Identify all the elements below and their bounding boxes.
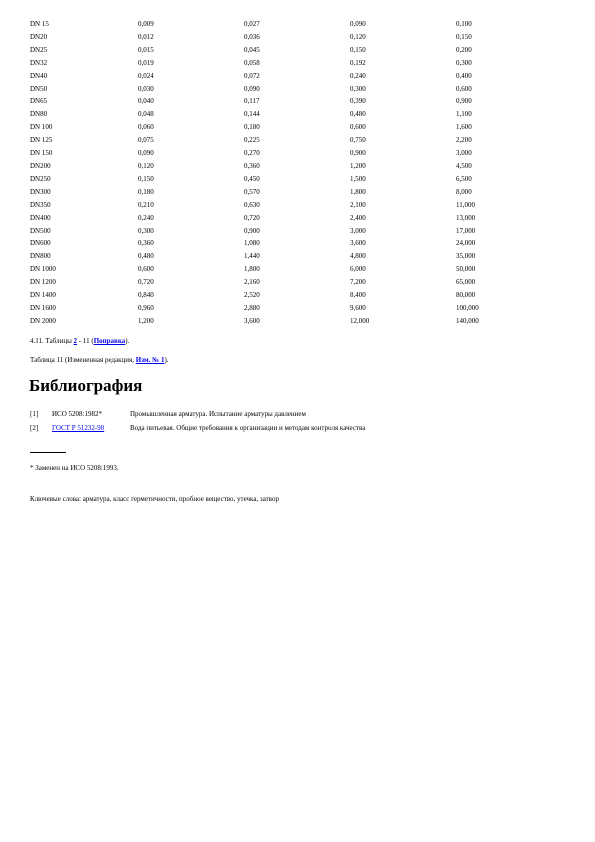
leakage-value-cell: 65,000: [456, 278, 476, 287]
leakage-value-cell: 0,600: [456, 84, 472, 93]
table-row: [30, 108, 516, 121]
table-row: [30, 289, 516, 302]
nominal-diameter-cell: DN 1200: [30, 278, 56, 287]
leakage-value-cell: 1,200: [138, 316, 154, 325]
leakage-value-cell: 1,500: [350, 174, 366, 183]
leakage-value-cell: 2,520: [244, 291, 260, 300]
leakage-value-cell: 0,090: [244, 84, 260, 93]
leakage-value-cell: 11,000: [456, 200, 475, 209]
leakage-value-cell: 0,150: [350, 45, 366, 54]
leakage-value-cell: 0,180: [244, 123, 260, 132]
correction-link[interactable]: Поправка: [93, 337, 126, 345]
leakage-value-cell: 0,072: [244, 71, 260, 80]
leakage-value-cell: 0,750: [350, 136, 366, 145]
leakage-value-cell: 0,960: [138, 303, 154, 312]
table-row: [30, 160, 516, 173]
leakage-value-cell: 0,900: [350, 149, 366, 158]
leakage-value-cell: 0,400: [456, 71, 472, 80]
leakage-value-cell: 0,027: [244, 20, 260, 28]
bibliography-title: Вода питьевая. Общие требования к организации и методам контроля качества: [130, 424, 366, 432]
leakage-value-cell: 2,400: [350, 213, 366, 222]
table-row: [30, 237, 516, 250]
table-row: [30, 121, 516, 134]
leakage-value-cell: 2,200: [456, 136, 472, 145]
bibliography-number: [2]: [30, 424, 39, 432]
leakage-value-cell: 0,040: [138, 97, 154, 106]
note-tables-correction: [30, 337, 129, 346]
bibliography-heading: Библиография: [29, 376, 143, 395]
note-prefix: Таблица 11 (Измененная редакция,: [30, 356, 136, 364]
amendment-1-link[interactable]: Изм. № 1: [135, 356, 165, 364]
leakage-value-cell: 2,100: [350, 200, 366, 209]
nominal-diameter-cell: DN32: [30, 58, 48, 67]
table-row: [30, 199, 516, 212]
leakage-value-cell: 3,000: [456, 149, 472, 158]
leakage-value-cell: 50,000: [456, 265, 476, 274]
leakage-value-cell: 0,210: [138, 200, 154, 209]
leakage-value-cell: 0,360: [244, 161, 260, 170]
leakage-value-cell: 0,390: [350, 97, 366, 106]
nominal-diameter-cell: DN 2000: [30, 316, 56, 325]
table-row: [30, 57, 516, 70]
leakage-value-cell: 0,630: [244, 200, 260, 209]
nominal-diameter-cell: DN200: [30, 161, 51, 170]
bibliography-title: Промышленная арматура. Испытание арматуры давлением: [130, 410, 306, 418]
leakage-value-cell: 17,000: [456, 226, 476, 235]
bibliography-number: [1]: [30, 410, 39, 418]
leakage-value-cell: 0,480: [138, 252, 154, 261]
nominal-diameter-cell: DN65: [30, 97, 48, 106]
leakage-value-cell: 0,450: [244, 174, 260, 183]
table-row: [30, 263, 516, 276]
table-row: [30, 95, 516, 108]
nominal-diameter-cell: DN 125: [30, 136, 53, 145]
table-row: [30, 134, 516, 147]
bibliography-document: ИСО 5208:1982*: [52, 410, 102, 418]
table-row: [30, 250, 516, 263]
leakage-value-cell: 0,600: [350, 123, 366, 132]
gost-51232-link[interactable]: ГОСТ Р 51232-98: [52, 424, 105, 432]
table-row: [30, 83, 516, 96]
leakage-value-cell: 4,500: [456, 161, 472, 170]
leakage-value-cell: 0,015: [138, 45, 154, 54]
leakage-value-cell: 8,400: [350, 291, 366, 300]
nominal-diameter-cell: DN 100: [30, 123, 53, 132]
nominal-diameter-cell: DN800: [30, 252, 51, 261]
leakage-value-cell: 0,192: [350, 58, 366, 67]
nominal-diameter-cell: DN500: [30, 226, 51, 235]
leakage-value-cell: 0,090: [350, 20, 366, 28]
leakage-value-cell: 0,012: [138, 32, 154, 41]
leakage-value-cell: 0,090: [138, 149, 154, 158]
leakage-value-cell: 0,024: [138, 71, 154, 80]
leakage-value-cell: 0,009: [138, 20, 154, 28]
leakage-value-cell: 8,000: [456, 187, 472, 196]
nominal-diameter-cell: DN20: [30, 32, 48, 41]
leakage-value-cell: 3,600: [350, 239, 366, 248]
leakage-value-cell: 0,075: [138, 136, 154, 145]
leakage-value-cell: 0,840: [138, 291, 154, 300]
leakage-value-cell: 12,000: [350, 316, 370, 325]
leakage-value-cell: 0,300: [456, 58, 472, 67]
leakage-value-cell: 0,060: [138, 123, 154, 132]
leakage-value-cell: 0,150: [456, 32, 472, 41]
leakage-value-cell: 0,480: [350, 110, 366, 119]
table-row: [30, 18, 516, 31]
note-suffix: ).: [125, 337, 130, 345]
leakage-value-cell: 4,800: [350, 252, 366, 261]
leakage-value-cell: 1,200: [350, 161, 366, 170]
leakage-value-cell: 0,045: [244, 45, 260, 54]
table-row: [30, 225, 516, 238]
table-row: [30, 44, 516, 57]
leakage-value-cell: 0,030: [138, 84, 154, 93]
nominal-diameter-cell: DN 1400: [30, 291, 56, 300]
nominal-diameter-cell: DN 1000: [30, 265, 56, 274]
note-middle: - 11 (: [77, 337, 94, 345]
leakage-value-cell: 0,300: [138, 226, 154, 235]
leakage-value-cell: 140,000: [456, 316, 479, 325]
leakage-value-cell: 0,048: [138, 110, 154, 119]
nominal-diameter-cell: DN400: [30, 213, 51, 222]
leakage-value-cell: 0,240: [138, 213, 154, 222]
nominal-diameter-cell: DN 150: [30, 149, 53, 158]
leakage-value-cell: 9,600: [350, 303, 366, 312]
leakage-value-cell: 1,440: [244, 252, 260, 261]
table-row: [30, 70, 516, 83]
leakage-value-cell: 0,720: [244, 213, 260, 222]
leakage-value-cell: 0,900: [244, 226, 260, 235]
leakage-value-cell: 0,225: [244, 136, 260, 145]
leakage-value-cell: 1,800: [244, 265, 260, 274]
table-row: [30, 173, 516, 186]
leakage-value-cell: 100,000: [456, 303, 479, 312]
leakage-value-cell: 0,900: [456, 97, 472, 106]
leakage-table-body: [30, 18, 516, 328]
bibliography-document: [52, 424, 104, 433]
nominal-diameter-cell: DN50: [30, 84, 48, 93]
table-row: [30, 31, 516, 44]
nominal-diameter-cell: DN 15: [30, 20, 49, 28]
leakage-value-cell: 13,000: [456, 213, 476, 222]
nominal-diameter-cell: DN300: [30, 187, 51, 196]
leakage-value-cell: 1,800: [350, 187, 366, 196]
leakage-value-cell: 0,100: [456, 20, 472, 28]
leakage-value-cell: 7,200: [350, 278, 366, 287]
leakage-table: [30, 18, 516, 328]
leakage-value-cell: 24,000: [456, 239, 476, 248]
leakage-value-cell: 0,300: [350, 84, 366, 93]
keywords: Ключевые слова: арматура, класс герметичности, пробное вещество, утечка, затвор: [30, 495, 279, 503]
table-2-link[interactable]: 2: [73, 337, 78, 345]
leakage-value-cell: 0,144: [244, 110, 260, 119]
leakage-value-cell: 0,019: [138, 58, 154, 67]
nominal-diameter-cell: DN250: [30, 174, 51, 183]
leakage-value-cell: 1,100: [456, 110, 472, 119]
leakage-value-cell: 35,000: [456, 252, 476, 261]
note-prefix: 4.11. Таблицы: [30, 337, 74, 345]
leakage-value-cell: 0,120: [138, 161, 154, 170]
table-row: [30, 186, 516, 199]
leakage-value-cell: 0,240: [350, 71, 366, 80]
nominal-diameter-cell: DN 1600: [30, 303, 56, 312]
footnote-divider: [30, 452, 66, 453]
table-row: [30, 276, 516, 289]
leakage-value-cell: 0,270: [244, 149, 260, 158]
leakage-value-cell: 0,150: [138, 174, 154, 183]
leakage-value-cell: 0,200: [456, 45, 472, 54]
leakage-value-cell: 3,000: [350, 226, 366, 235]
leakage-value-cell: 2,160: [244, 278, 260, 287]
leakage-value-cell: 0,570: [244, 187, 260, 196]
leakage-value-cell: 0,720: [138, 278, 154, 287]
nominal-diameter-cell: DN350: [30, 200, 51, 209]
nominal-diameter-cell: DN25: [30, 45, 48, 54]
leakage-value-cell: 0,117: [244, 97, 260, 106]
leakage-value-cell: 2,880: [244, 303, 260, 312]
leakage-value-cell: 0,180: [138, 187, 154, 196]
leakage-value-cell: 3,600: [244, 316, 260, 325]
note-table-11-amendment: [30, 356, 169, 365]
note-suffix: ).: [164, 356, 169, 364]
table-row: [30, 147, 516, 160]
leakage-value-cell: 0,360: [138, 239, 154, 248]
footnote: * Заменен на ИСО 5208:1993.: [30, 464, 119, 472]
leakage-value-cell: 0,600: [138, 265, 154, 274]
table-row: [30, 302, 516, 315]
nominal-diameter-cell: DN600: [30, 239, 51, 248]
nominal-diameter-cell: DN80: [30, 110, 48, 119]
leakage-value-cell: 1,080: [244, 239, 260, 248]
leakage-value-cell: 1,600: [456, 123, 472, 132]
leakage-value-cell: 6,500: [456, 174, 472, 183]
leakage-value-cell: 0,036: [244, 32, 260, 41]
leakage-value-cell: 0,120: [350, 32, 366, 41]
nominal-diameter-cell: DN40: [30, 71, 48, 80]
table-row: [30, 315, 516, 328]
leakage-value-cell: 80,000: [456, 291, 476, 300]
leakage-value-cell: 6,000: [350, 265, 366, 274]
table-row: [30, 212, 516, 225]
leakage-value-cell: 0,058: [244, 58, 260, 67]
